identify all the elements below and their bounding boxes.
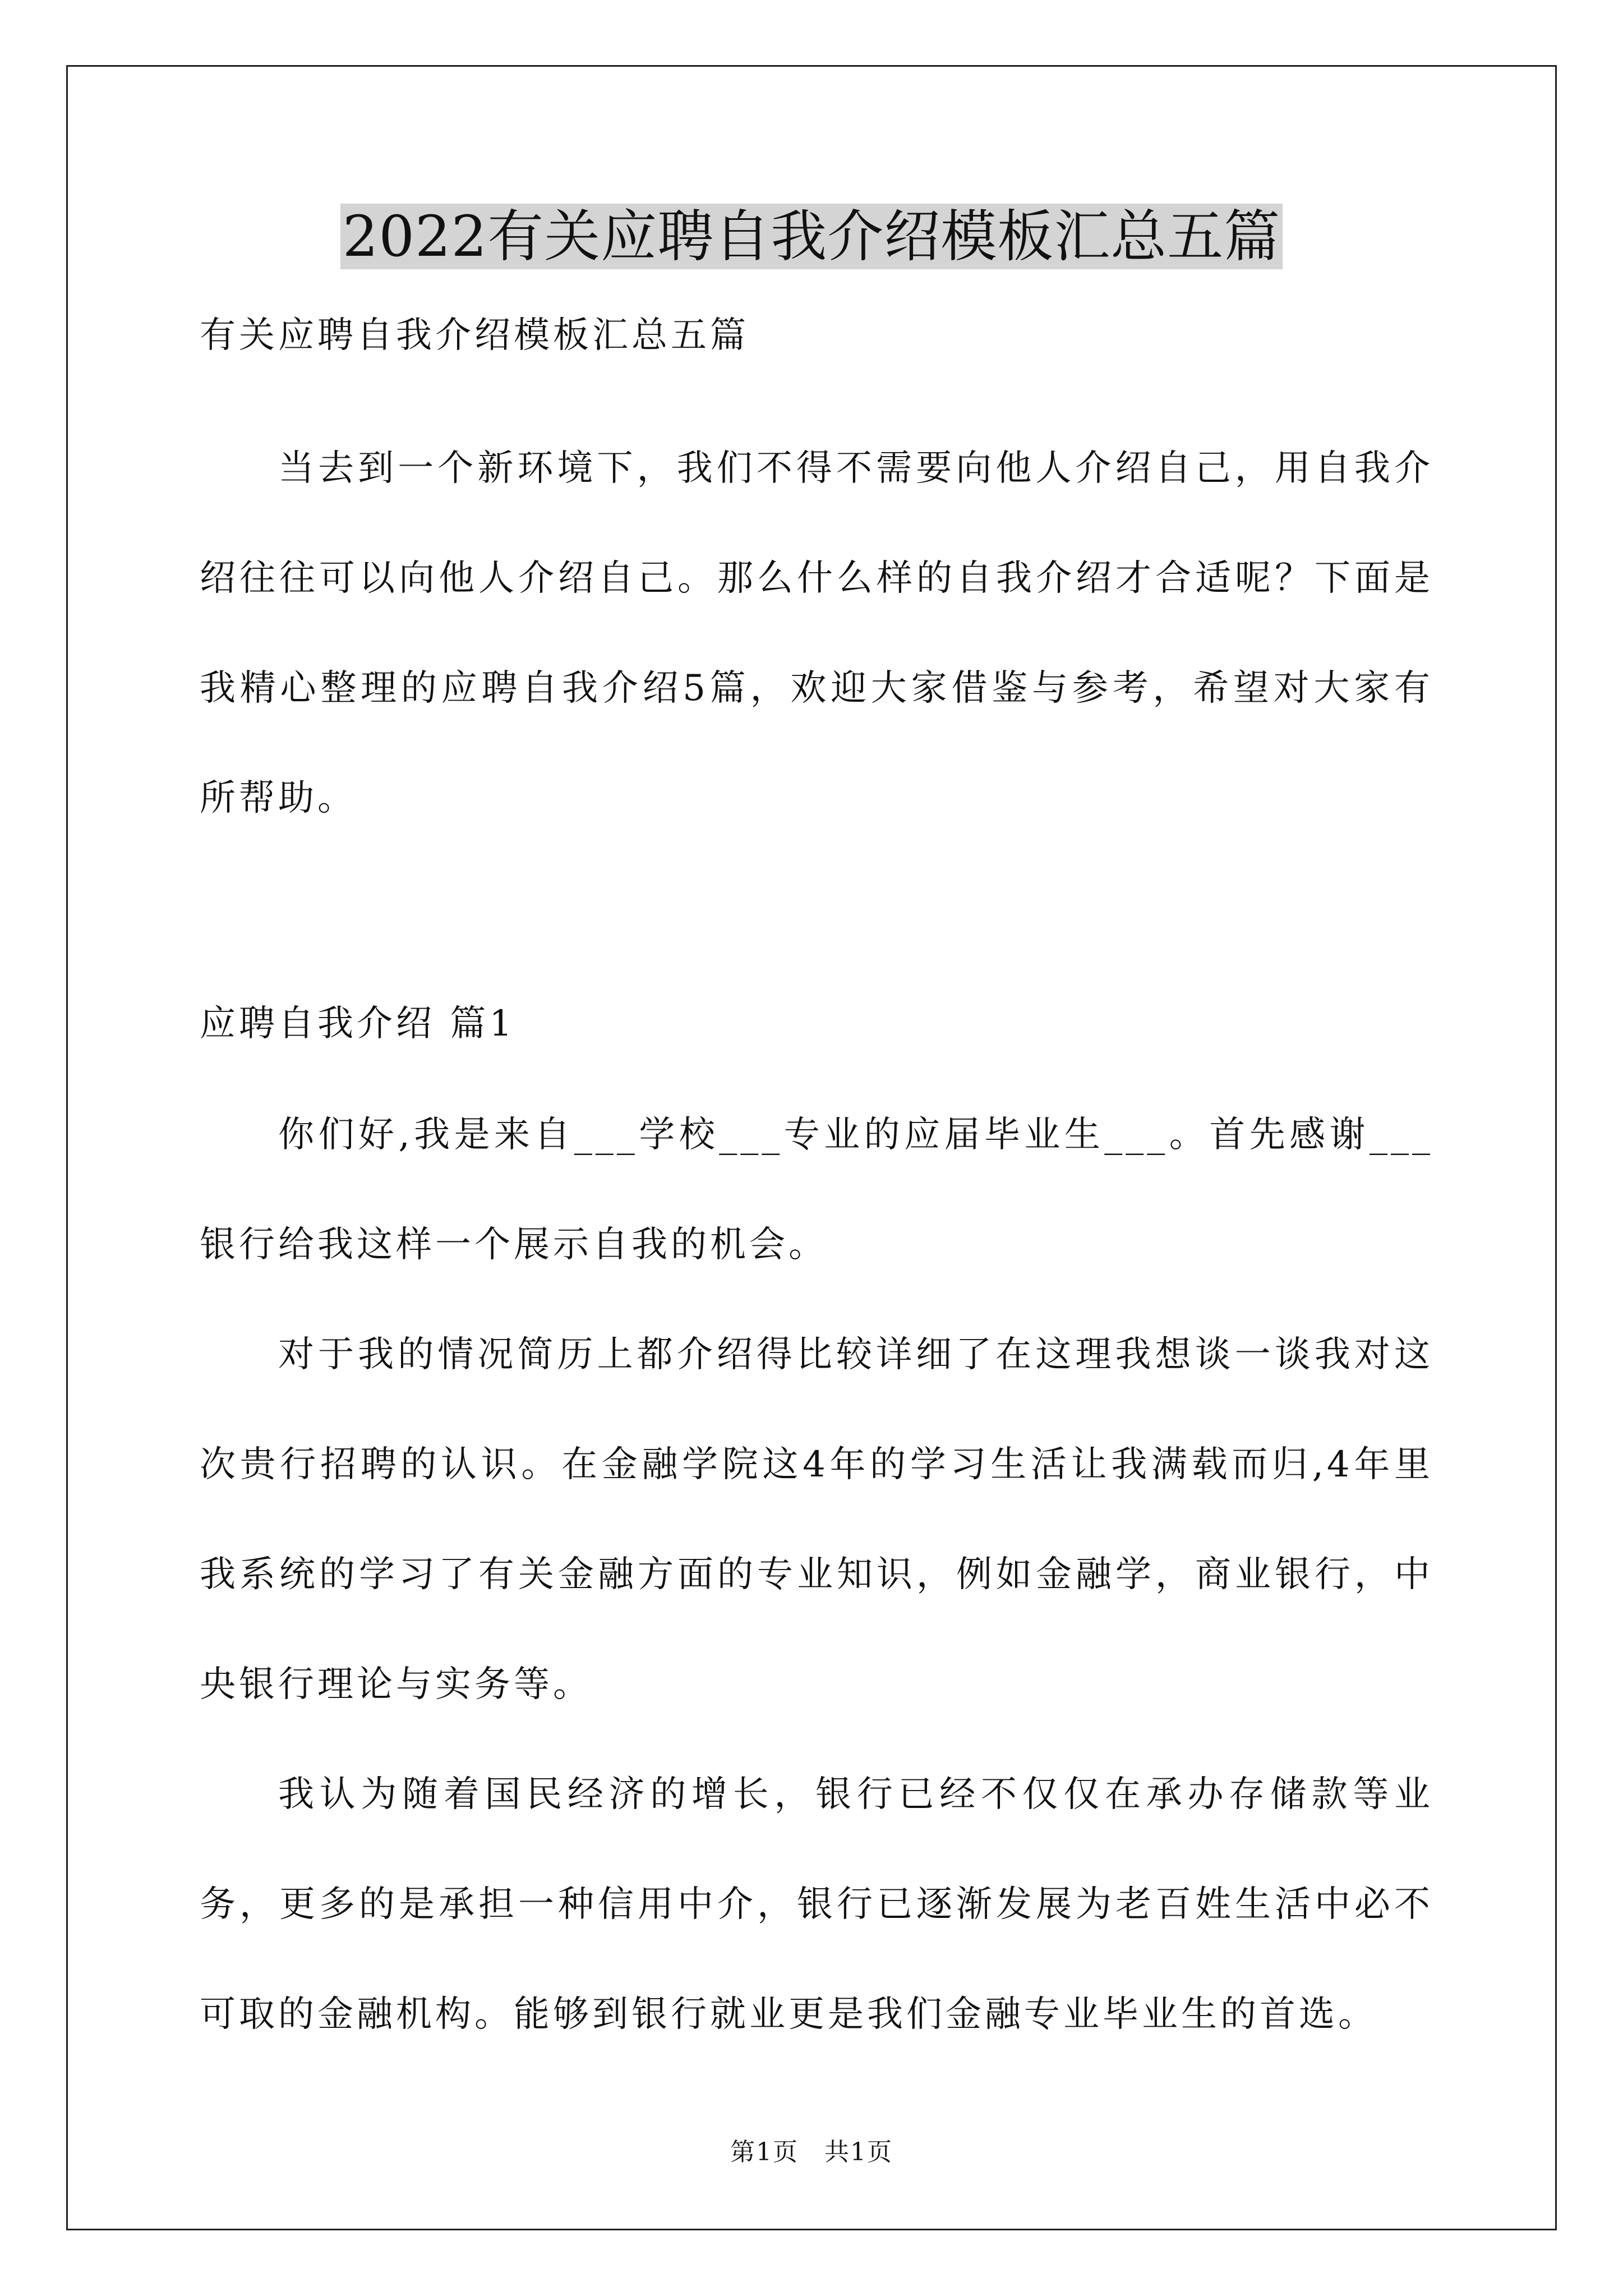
document-subtitle: 有关应聘自我介绍模板汇总五篇 — [200, 315, 749, 356]
document-title-text: 2022有关应聘自我介绍模板汇总五篇 — [340, 204, 1283, 269]
page-footer: 第1页 共1页 — [730, 2138, 893, 2166]
intro-paragraph: 当去到一个新环境下，我们不得不需要向他人介绍自己，用自我介绍往往可以向他人介绍自己。那么什么样的自我介绍才合适呢？下面是我精心整理的应聘自我介绍5篇，欢迎大家借鉴与参考，希望对大家有所帮助。 — [200, 448, 1433, 819]
body-paragraph: 你们好,我是来自___学校___专业的应届毕业生___。首先感谢___银行给我这样一个展示自我的机会。 — [200, 1114, 1433, 1266]
body-paragraph: 对于我的情况简历上都介绍得比较详细了在这理我想谈一谈我对这次贵行招聘的认识。在金融学院这4年的学习生活让我满载而归,4年里我系统的学习了有关金融方面的专业知识，例如金融学，商业银行，中央银行理论与实务等。 — [200, 1334, 1433, 1705]
document-title — [0, 197, 1623, 276]
body-paragraph: 我认为随着国民经济的增长，银行已经不仅仅在承办存储款等业务，更多的是承担一种信用中介，银行已逐渐发展为老百姓生活中必不可取的金融机构。能够到银行就业更是我们金融专业毕业生的首选。 — [200, 1774, 1433, 2035]
document-body — [200, 307, 1433, 2069]
section-heading: 应聘自我介绍 篇1 — [200, 1003, 516, 1045]
